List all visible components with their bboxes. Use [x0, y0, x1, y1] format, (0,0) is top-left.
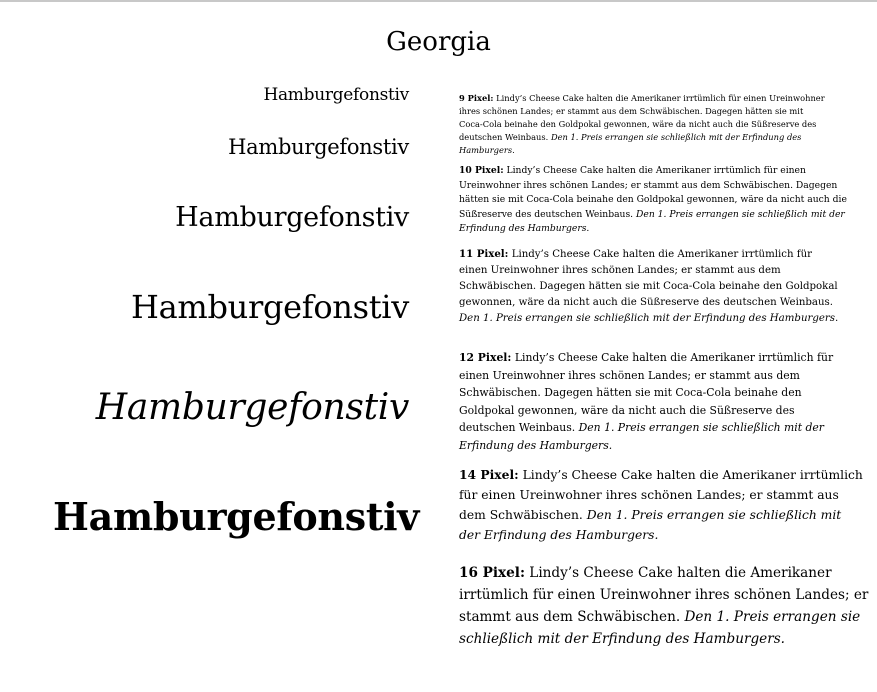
paragraph-italic: Den 1. Preis errangen sie schließlich mit der Erfindung des Hamburgers. [459, 609, 861, 647]
paragraph-body: Lindy’s Cheese Cake halten die Amerikaner irrtümlich für einen Ureinwohner ihres schönen Landes; er stammt aus dem Schwäbischen. Dagegen hätten sie mit Coca-Cola beinahe den Goldpokal gewonnen, wäre da nicht auch die Süßreserve des deutschen Weinbaus. [459, 351, 834, 434]
paragraph-9px [459, 92, 829, 157]
paragraph-italic: Den 1. Preis errangen sie schließlich mit der Erfindung des Hamburgers. [459, 508, 842, 542]
paragraph-italic: Den 1. Preis errangen sie schließlich mit der Erfindung des Hamburgers. [459, 208, 845, 234]
paragraph-12px [459, 349, 844, 454]
page-title: Georgia [386, 27, 491, 57]
paragraph-italic: Den 1. Preis errangen sie schließlich mit der Erfindung des Hamburgers. [459, 132, 802, 155]
paragraph-body: Lindy’s Cheese Cake halten die Amerikaner irrtümlich für einen Ureinwohner ihres schönen Landes; er stammt aus dem Schwäbischen. [459, 468, 863, 522]
paragraph-10px [459, 164, 864, 237]
paragraph-16px [459, 562, 869, 650]
paragraph-size-label: 14 Pixel: [459, 467, 519, 482]
top-divider [0, 0, 877, 2]
paragraph-size-label: 11 Pixel: [459, 248, 509, 260]
paragraph-size-label: 12 Pixel: [459, 351, 512, 364]
sample-text-size-4: Hamburgefonstiv [131, 288, 409, 326]
paragraph-body: Lindy’s Cheese Cake halten die Amerikaner irrtümlich für einen Ureinwohner ihres schönen Landes; er stammt aus dem Schwäbischen. Dagegen hätten sie mit Coca-Cola beinahe den Goldpokal gewonnen, wäre da nicht auch die Süßreserve des deutschen Weinbaus. [459, 165, 847, 220]
paragraph-italic: Den 1. Preis errangen sie schließlich mit der Erfindung des Hamburgers. [459, 313, 839, 324]
paragraph-size-label: 9 Pixel: [459, 93, 494, 103]
sample-text-size-3: Hamburgefonstiv [175, 202, 409, 233]
paragraph-14px [459, 465, 864, 545]
sample-text-size-2: Hamburgefonstiv [228, 135, 409, 159]
paragraph-size-label: 16 Pixel: [459, 565, 525, 581]
paragraph-body: Lindy’s Cheese Cake halten die Amerikaner irrtümlich für einen Ureinwohner ihres schönen Landes; er stammt aus dem Schwäbischen. [459, 565, 869, 625]
paragraph-body: Lindy’s Cheese Cake halten die Amerikaner irrtümlich für einen Ureinwohner ihres schönen Landes; er stammt aus dem Schwäbischen. Dagegen hätten sie mit Coca-Cola beinahe den Goldpokal gewonnen, wäre da nicht auch die Süßreserve des deutschen Weinbaus. [459, 93, 825, 142]
paragraph-11px [459, 246, 839, 327]
sample-text-bold: Hamburgefonstiv [53, 494, 419, 539]
paragraph-size-label: 10 Pixel: [459, 165, 504, 176]
paragraph-italic: Den 1. Preis errangen sie schließlich mit der Erfindung des Hamburgers. [459, 421, 824, 452]
sample-text-size-1: Hamburgefonstiv [263, 85, 409, 105]
sample-text-italic: Hamburgefonstiv [95, 387, 409, 428]
paragraph-body: Lindy’s Cheese Cake halten die Amerikaner irrtümlich für einen Ureinwohner ihres schönen Landes; er stammt aus dem Schwäbischen. Dagegen hätten sie mit Coca-Cola beinahe den Goldpokal gewonnen, wäre da nicht auch die Süßreserve des deutschen Weinbaus. [459, 249, 838, 308]
